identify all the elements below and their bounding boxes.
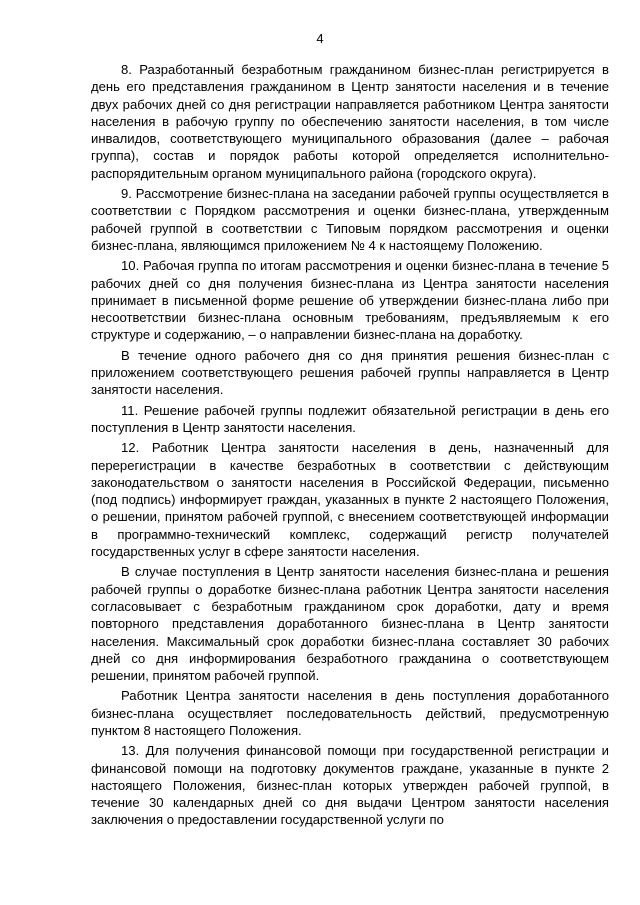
document-body xyxy=(91,61,609,832)
paragraph-13: 13. Для получения финансовой помощи при государственной регистрации и финансовой помощи на подготовку документов граждане, указанные в пункте 2 настоящего Положения, бизнес-план которых утвержден рабочей группой, в течение 30 календарных дней со дня выдачи Центром занятости населения заключения о предоставлении государственной услуги по xyxy=(91,743,609,828)
paragraph-10: 10. Рабочая группа по итогам рассмотрения и оценки бизнес-плана в течение 5 рабочих дней со дня получения бизнес-плана из Центра занятости населения принимает в письменной форме решение об утверждении бизнес-плана либо при несоответствии бизнес-плана основным требованиям, предъявляемым к его структуре и содержанию, – о направлении бизнес-плана на доработку. xyxy=(91,258,609,343)
paragraph-12: 12. Работник Центра занятости населения в день, назначенный для перерегистрации в качестве безработных в соответствии с действующим законодательством о занятости населения в Российской Федерации, письменно (под подпись) информирует граждан, указанных в пункте 2 настоящего Положения, о решении, принятом рабочей группой, с внесением соответствующей информации в программно-технический комплекс, содержащий регистр получателей государственных услуг в сфере занятости населения. xyxy=(91,440,609,560)
paragraph-9: 9. Рассмотрение бизнес-плана на заседании рабочей группы осуществляется в соответствии с Порядком рассмотрения и оценки бизнес-плана, утвержденным рабочей группой в соответствии с Типовым порядком рассмотрения и оценки бизнес-плана, являющимся приложением № 4 к настоящему Положению. xyxy=(91,186,609,253)
paragraph-10-continuation: В течение одного рабочего дня со дня принятия решения бизнес-план с приложением соответствующего решения рабочей группы направляется в Центр занятости населения. xyxy=(91,347,609,398)
paragraph-8: 8. Разработанный безработным гражданином бизнес-план регистрируется в день его представления гражданином в Центр занятости населения и в течение двух рабочих дней со дня регистрации направляется работником Центра занятости населения в рабочую группу по обеспечению занятости населения, в том числе инвалидов, соответствующего муниципального образования (далее – рабочая группа), состав и порядок работы которой определяется исполнительно-распорядительным органом муниципального района (городского округа). xyxy=(91,62,609,181)
paragraph-12-resubmission: Работник Центра занятости населения в день поступления доработанного бизнес-плана осуществляет последовательность действий, предусмотренную пунктом 8 настоящего Положения. xyxy=(91,688,609,738)
paragraph-12-revision: В случае поступления в Центр занятости населения бизнес-плана и решения рабочей группы о доработке бизнес-плана работник Центра занятости населения согласовывает с безработным гражданином срок доработки, дату и время повторного представления доработанного бизнес-плана в Центр занятости населения. Максимальный срок доработки бизнес-плана составляет 30 рабочих дней со дня информирования безработного гражданина о соответствующем решении, принятом рабочей группой. xyxy=(91,564,609,684)
paragraph-11: 11. Решение рабочей группы подлежит обязательной регистрации в день его поступления в Центр занятости населения. xyxy=(91,402,609,435)
page-number: 4 xyxy=(316,31,324,46)
